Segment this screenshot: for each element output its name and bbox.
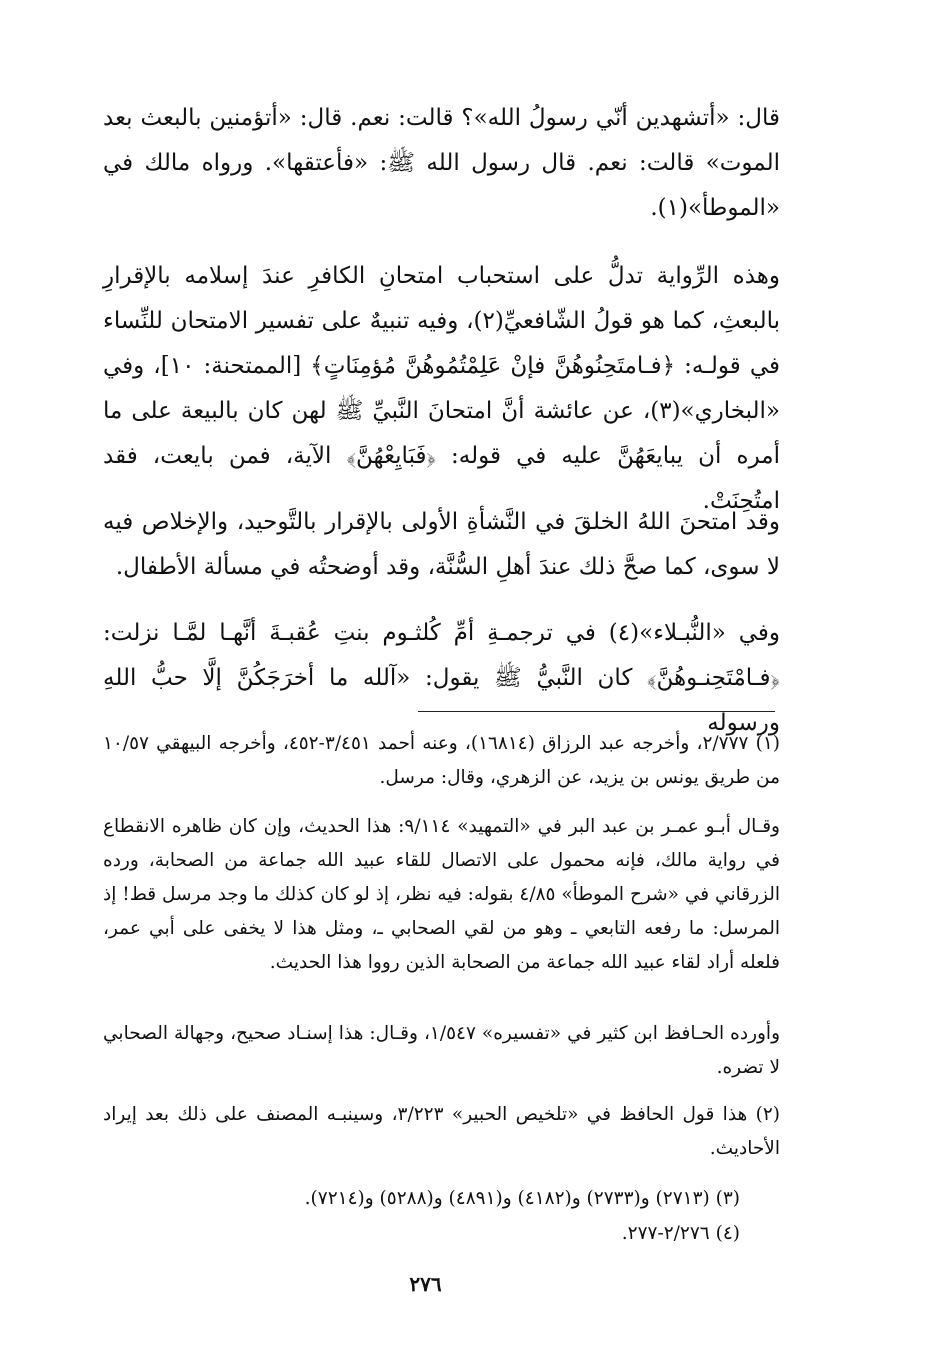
body-paragraph-1: قال: «أتشهدين أنّي رسولُ الله»؟ قالت: نعم. قال: «أتؤمنين بالبعث بعد الموت» قالت: نعم. قال رسول الله ﷺ: «فأعتقها». ورواه مالك في «الموطأ»(١). <box>103 105 780 221</box>
body-paragraph-4: وفي «النُّبـلاء»(٤) في ترجمـةِ أمِّ كُلثـوم بنتِ عُقبـةَ أنَّهـا لمَّـا نزلت: ﴿فـامْتَحِنـوهُنَّ﴾ كان النَّبيُّ ﷺ يقول: «آلله ما أخرَجَكُنَّ إلَّا حبُّ اللهِ ورسوله <box>103 620 780 736</box>
footnote-3: (٣) (٢٧١٣) و(٢٧٣٣) و(٤١٨٢) و(٤٨٩١) و(٥٢٨٨) و(٧٢١٤). <box>304 1188 740 1209</box>
footnote-2: (٢) هذا قول الحافظ في «تلخيص الحبير» ٣/٢٢٣، وسينبـه المصنف على ذلك بعد إيراد الأحاديث. <box>103 1104 781 1159</box>
footnote-1-comment-2: وأورده الحـافظ ابن كثير في «تفسيره» ١/٥٤٧، وقـال: هذا إسنـاد صحيح، وجهالة الصحابي لا تضره. <box>103 1023 781 1078</box>
footnote-4: (٤) ٢/٢٧٦-٢٧٧. <box>621 1223 740 1244</box>
footnote-1: (١) ٢/٧٧٧، وأخرجه عبد الرزاق (١٦٨١٤)، وعنه أحمد ٣/٤٥١-٤٥٢، وأخرجه البيهقي ١٠/٥٧ من طريق يونس بن يزيد، عن الزهري، وقال: مرسل. <box>103 733 781 788</box>
page-number: ٢٧٦ <box>409 1272 442 1296</box>
footnote-1-comment: وقـال أبـو عمـر بن عبد البر في «التمهيد» ٩/١١٤: هذا الحديث، وإن كان ظاهره الانقطاع في رواية مالك، فإنه محمول على الاتصال للقاء عبيد الله جماعة من الصحابة، ورده الزرقاني في «شرح الموطأ» ٤/٨٥ بقوله: فيه نظر، إذ لو كان كذلك ما وجد مرسل قط! إذ المرسل: ما رفعه التابعي ـ وهو من لقي الصحابي ـ، ومثل هذا لا يخفى على أبي عمر، فلعله أراد لقاء عبيد الله جماعة من الصحابة الذين رووا هذا الحديث. <box>103 816 780 973</box>
body-paragraph-3: وقد امتحنَ اللهُ الخلقَ في النَّشأةِ الأولى بالإقرار بالتَّوحيد، والإخلاص فيه لا سوى، كما صحَّ ذلك عندَ أهلِ السُّنَّة، وقد أوضحتُه في مسألة الأطفال. <box>103 509 780 580</box>
body-paragraph-2: وهذه الرِّواية تدلُّ على استحباب امتحانِ الكافرِ عندَ إسلامه بالإقرارِ بالبعثِ، كما هو قولُ الشّافعيِّ(٢)، وفيه تنبيهٌ على تفسير الامتحان للنِّساء في قولـه: ﴿فـامتَحِنُوهُنَّ فإنْ عَلِمْتُمُوهُنَّ مُؤمِنَاتٍ﴾ [الممتحنة: ١٠]، وفي «البخاري»(٣)، عن عائشة أنَّ امتحانَ النَّبيِّ ﷺ لهن كان بالبيعة على ما أمره أن يبايعَهُنَّ عليه في قوله: ﴿فَبَايِعْهُنَّ﴾ الآية، فمن بايعت، فقد امتُحِنَتْ. <box>103 263 781 514</box>
footnote-separator <box>418 711 775 712</box>
